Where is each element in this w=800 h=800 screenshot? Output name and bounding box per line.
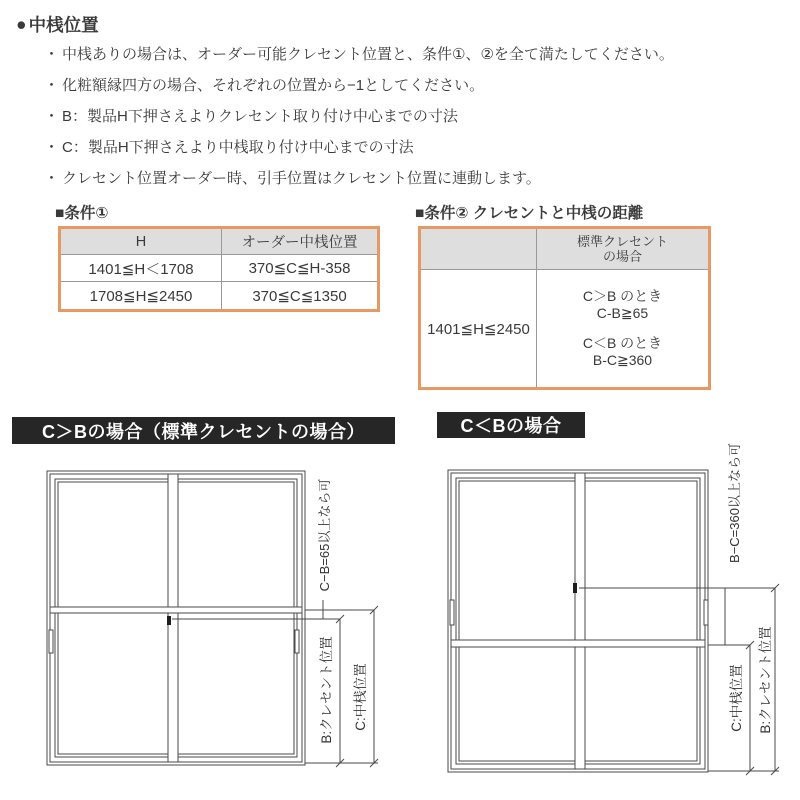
- note-text: クレセント位置オーダー時、引手位置はクレセント位置に連動します。: [62, 170, 541, 187]
- condition-line: B-C≧360: [592, 352, 653, 368]
- condition-line: C-B≧65: [596, 305, 649, 321]
- pull-handle-right: [295, 630, 299, 653]
- column-header: [537, 229, 708, 270]
- bullet-icon: ・: [44, 77, 60, 94]
- table-cell: 1708≦H≦2450: [61, 282, 222, 309]
- table-cell: 1401≦H≦2450: [421, 270, 537, 387]
- pull-handle-right: [704, 600, 708, 625]
- condition2-table: [418, 226, 711, 390]
- diagram-c-lt-b: [400, 400, 800, 800]
- pull-handle-left: [49, 630, 53, 653]
- crescent-lock-icon: [573, 583, 577, 593]
- case-c-gt-b-header: C＞Bの場合（標準クレセントの場合）: [12, 417, 395, 444]
- bullet-icon: ・: [44, 170, 60, 187]
- table-cell: 370≦C≦1350: [252, 287, 347, 305]
- table-cell: 1401≦H＜1708: [61, 255, 222, 282]
- bullet-icon: ・: [44, 108, 60, 125]
- header-line: 標準クレセント: [576, 234, 668, 249]
- gap-dimension-label: B−C=360以上なら可: [727, 443, 742, 563]
- middle-rail: [50, 607, 302, 613]
- list-item: [44, 140, 792, 156]
- crescent-lock-icon: [167, 616, 171, 625]
- diagram-c-gt-b: [0, 440, 400, 800]
- condition1-title: ■条件①: [55, 205, 109, 222]
- list-item: [44, 47, 792, 63]
- case-c-lt-b-header: C＜Bの場合: [437, 412, 585, 438]
- section-dot-icon: ●: [16, 14, 27, 34]
- rail-position-label: C:中桟位置: [353, 663, 368, 731]
- table-cell: [537, 270, 708, 387]
- list-item: [44, 171, 792, 187]
- notes-list: [44, 47, 792, 202]
- note-text: 中桟ありの場合は、オーダー可能クレセント位置と、条件①、②を全て満たしてください。: [62, 46, 674, 63]
- condition-line: C＞B のとき: [582, 288, 663, 304]
- meeting-stile: [575, 473, 585, 769]
- column-header-empty: [421, 229, 537, 270]
- column-header: H: [61, 229, 222, 255]
- list-item: [44, 78, 792, 94]
- page-title-text: 中桟位置: [28, 15, 99, 35]
- pull-handle-left: [450, 600, 454, 625]
- rail-position-label: C:中桟位置: [729, 664, 744, 732]
- header-line: の場合: [602, 249, 642, 264]
- note-text: C：製品H下押さえより中桟取り付け中心までの寸法: [62, 139, 414, 156]
- condition-line: C＜B のとき: [582, 335, 663, 351]
- condition1-table: [58, 226, 380, 312]
- note-text: 化粧額縁四方の場合、それぞれの位置から−1としてください。: [62, 77, 485, 94]
- bullet-icon: ・: [44, 139, 60, 156]
- middle-rail: [451, 640, 705, 647]
- condition2-title: ■条件② クレセントと中桟の距離: [415, 205, 644, 222]
- gap-dimension-label: C−B=65以上なら可: [317, 478, 332, 592]
- list-item: [44, 109, 792, 125]
- column-header: オーダー中桟位置: [222, 229, 377, 255]
- page-title: [16, 12, 99, 37]
- note-text: B：製品H下押さえよりクレセント取り付け中心までの寸法: [62, 108, 458, 125]
- crescent-position-label: B:クレセント位置: [758, 626, 773, 734]
- crescent-position-label: B:クレセント位置: [319, 636, 334, 744]
- bullet-icon: ・: [44, 46, 60, 63]
- table-cell: 370≦C≦H-358: [222, 255, 377, 282]
